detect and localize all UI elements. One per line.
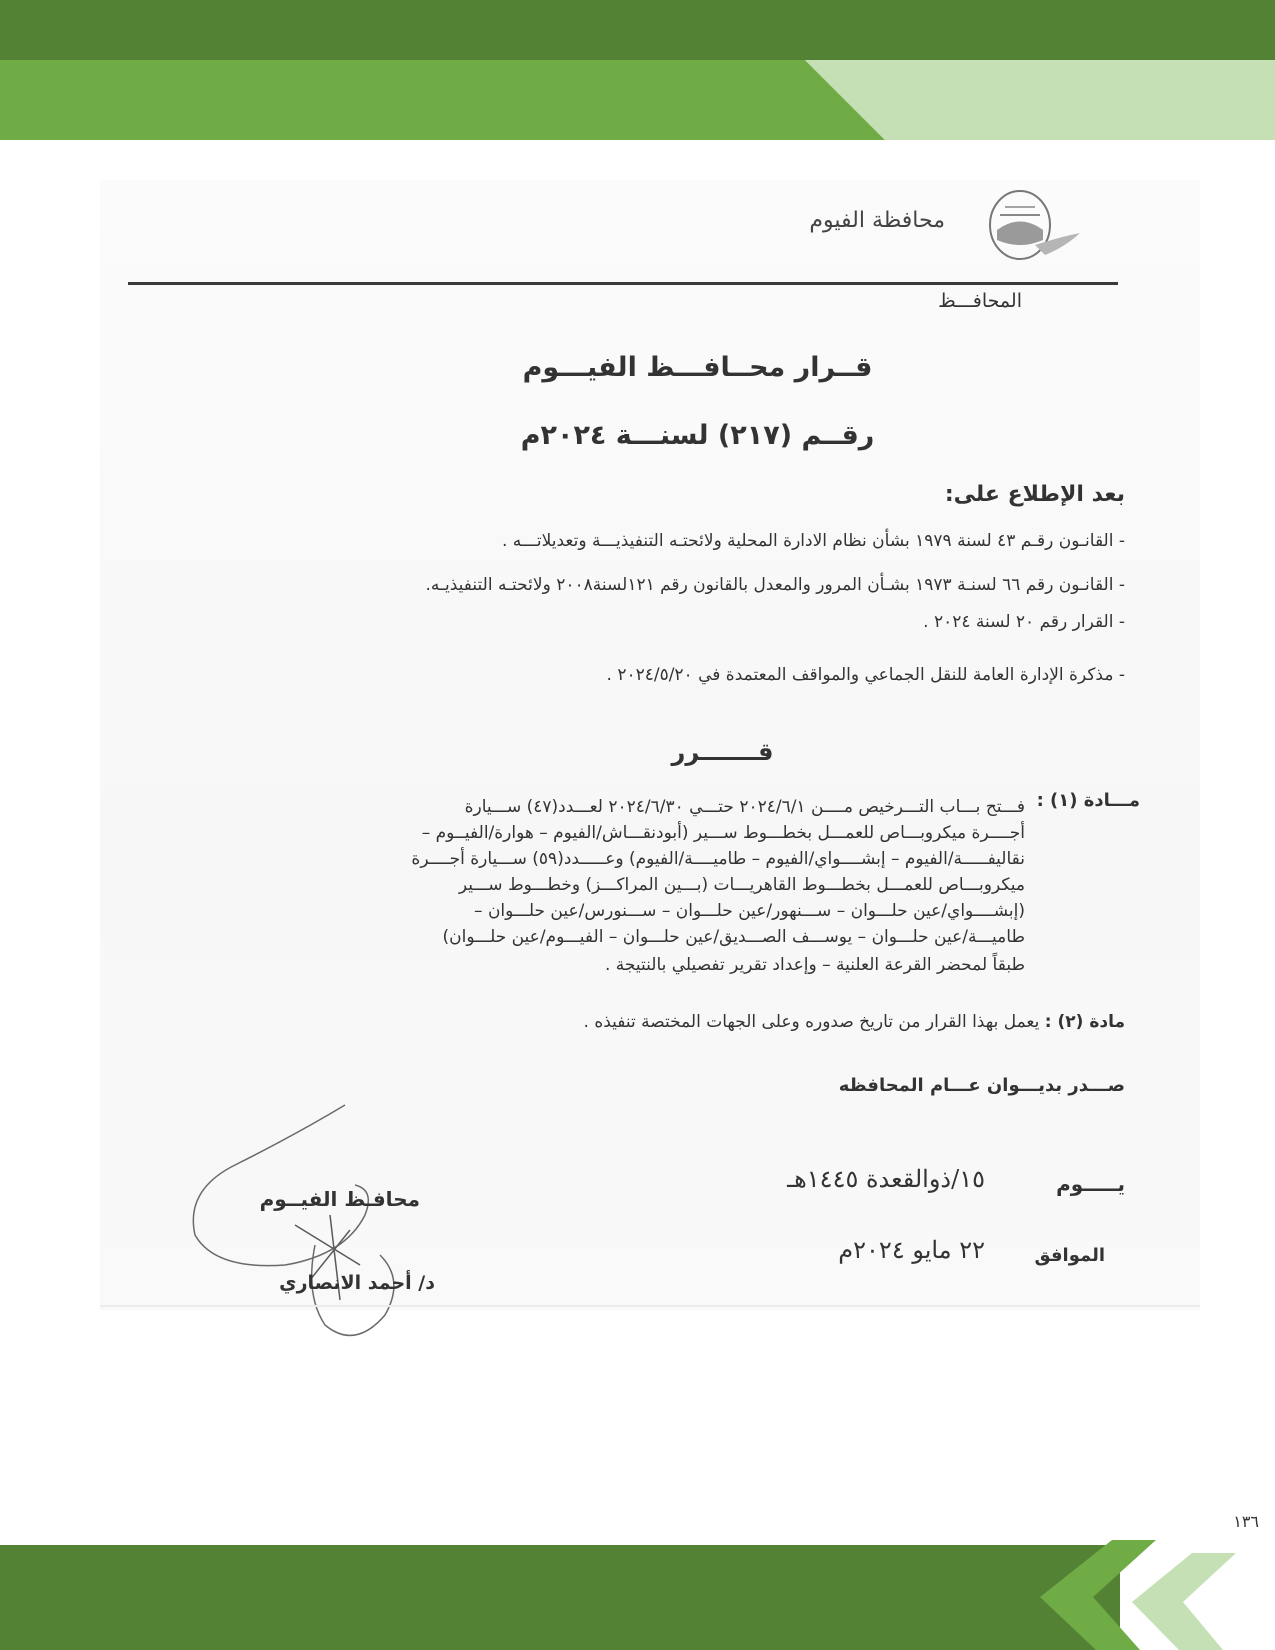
handwritten-signature-icon	[145, 1095, 445, 1350]
issued-at: صـــدر بديـــوان عـــام المحافظه	[838, 1075, 1125, 1096]
article-1-line: نقاليفـــــة/الفيوم – إبشــــواي/الفيوم – طاميــــة/الفيوم) وعـــــدد(٥٩) ســـيارة أجــــرة	[411, 849, 1025, 869]
article-1-line: فـــتح بـــاب التـــرخيص مــــن ٢٠٢٤/٦/١ حتـــي ٢٠٢٤/٦/٣٠ لعـــدد(٤٧) ســـيارة	[464, 797, 1025, 817]
hijri-date-label: يـــــوم	[1056, 1172, 1125, 1196]
article-1-label: مـــادة (١) :	[1036, 790, 1140, 811]
scan-bottom-edge	[100, 1305, 1200, 1307]
chevron-left-icon	[1040, 1535, 1275, 1650]
preamble-item: - مذكرة الإدارة العامة للنقل الجماعي والمواقف المعتمدة في ٢٠٢٤/٥/٢٠ .	[606, 665, 1125, 685]
preamble-heading: بعد الإطلاع على:	[944, 482, 1125, 507]
governor-office-label: المحافـــظ	[938, 290, 1022, 312]
page-number: ١٣٦	[1233, 1512, 1259, 1531]
article-2-text: يعمل بهذا القرار من تاريخ صدوره وعلى الجهات المختصة تنفيذه .	[583, 1012, 1040, 1032]
governorate-emblem-icon	[975, 185, 1085, 270]
preamble-item: - القانـون رقـم ٤٣ لسنة ١٩٧٩ بشأن نظام الادارة المحلية ولائحتـه التنفيذيـــة وتعديلاتـــه .	[502, 531, 1125, 551]
hijri-date-value: ١٥/ذوالقعدة ١٤٤٥هـ	[787, 1165, 985, 1193]
preamble-item: - القرار رقم ٢٠ لسنة ٢٠٢٤ .	[923, 612, 1125, 632]
ruling-heading: قـــــــرر	[671, 738, 774, 766]
decision-number: رقــم (٢١٧) لسنـــة ٢٠٢٤م	[520, 420, 875, 451]
header-rule	[128, 282, 1118, 285]
signatory-name: د/ أحمد الانصاري	[279, 1272, 435, 1294]
governorate-name: محافظة الفيوم	[809, 208, 945, 233]
gregorian-date-value: ٢٢ مايو ٢٠٢٤م	[838, 1236, 985, 1264]
article-1-line: (إبشــــواي/عين حلـــوان – ســـنهور/عين حلـــوان – ســـنورس/عين حلـــوان –	[474, 901, 1025, 921]
article-2-label: مادة (٢) :	[1044, 1012, 1125, 1032]
article-1-line: طاميـــة/عين حلـــوان – يوســـف الصـــديق/عين حلـــوان – الفيـــوم/عين حلـــوان)	[442, 927, 1025, 947]
decision-title: قــرار محــافـــظ الفيـــوم	[522, 352, 873, 383]
gregorian-date-label: الموافق	[1034, 1245, 1105, 1266]
top-banner	[0, 0, 1275, 140]
preamble-item: - القانـون رقم ٦٦ لسنـة ١٩٧٣ بشـأن المرور والمعدل بالقانون رقم ١٢١لسنة٢٠٠٨ ولائحتـه التنفيذيـه.	[425, 575, 1125, 595]
bottom-banner	[0, 1545, 1120, 1650]
signatory-title: محافـظ الفيــوم	[259, 1187, 420, 1211]
article-1-line: طبقاً لمحضر القرعة العلنية – وإعداد تقرير تفصيلي بالنتيجة .	[604, 955, 1025, 975]
article-1-line: ميكروبـــاص للعمـــل بخطـــوط القاهريـــات (بـــين المراكـــز) وخطـــوط ســـير	[458, 875, 1025, 895]
article-1-line: أجــــرة ميكروبـــاص للعمـــل بخطـــوط ســـير (أبودنقـــاش/الفيوم – هوارة/الفيــوم –	[421, 823, 1025, 843]
article-2	[584, 1012, 1125, 1032]
